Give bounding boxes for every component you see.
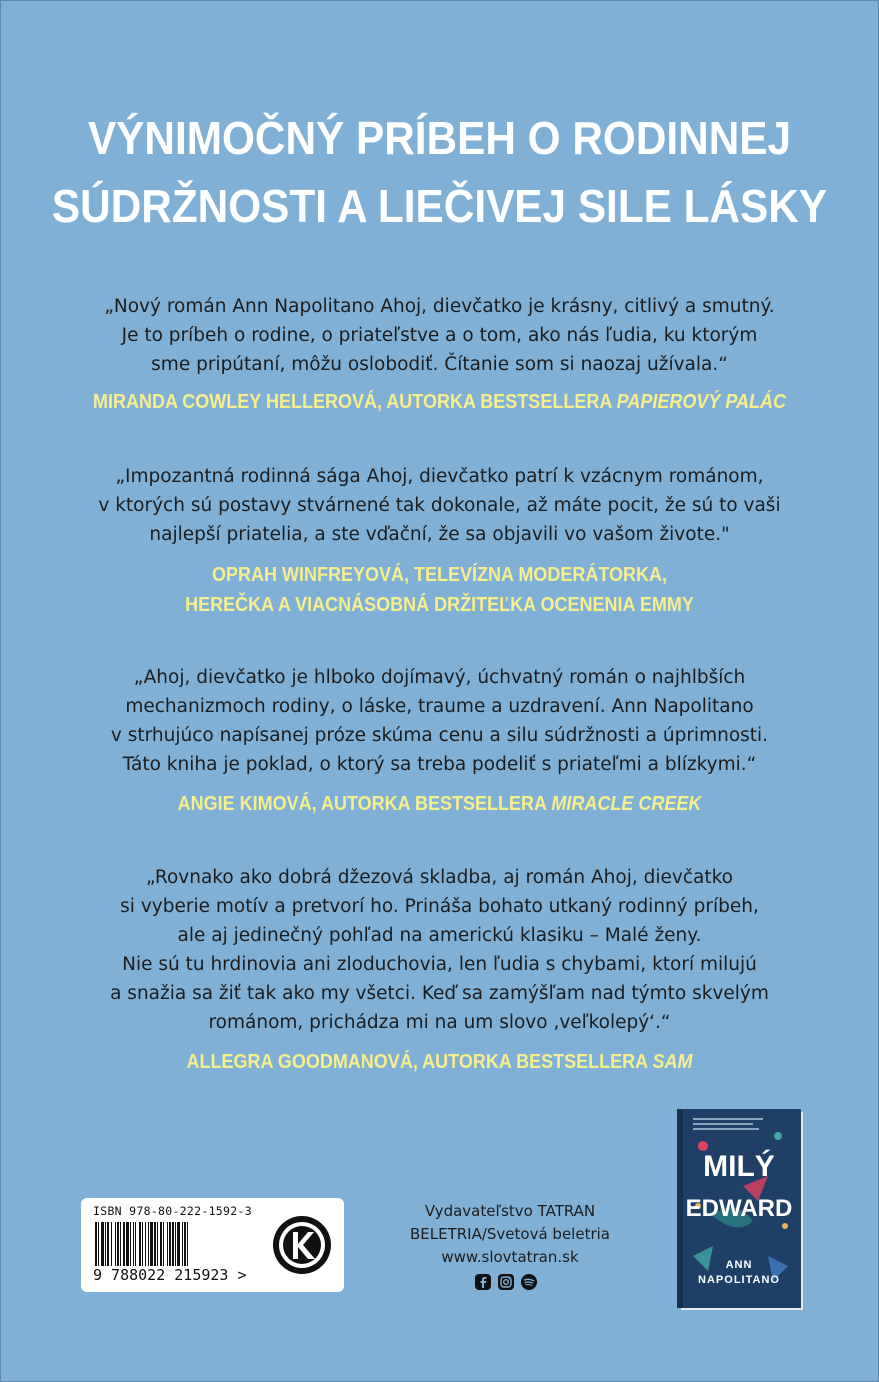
barcode-bar <box>123 1222 125 1266</box>
publisher-info <box>380 1200 640 1269</box>
review-quote-4 <box>60 863 819 1037</box>
quote-line: mechanizmoch rodiny, o láske, traume a uzdravení. Ann Napolitano <box>125 696 754 717</box>
attribution-author: ALLEGRA GOODMANOVÁ, AUTORKA BESTSELLERA <box>186 1051 648 1073</box>
attribution-book-title: MIRACLE CREEK <box>551 793 702 815</box>
book-cover-author-1: ANN <box>725 1259 753 1271</box>
facebook-icon[interactable] <box>474 1273 492 1291</box>
barcode-bar <box>157 1222 158 1266</box>
quote-line: a snažia sa žiť tak ako my všetci. Keď sa zamýšľam nad týmto skvelým <box>110 983 769 1004</box>
review-attribution-3 <box>80 789 799 819</box>
attribution-line: OPRAH WINFREYOVÁ, TELEVÍZNA MODERÁTORKA, <box>211 564 668 586</box>
quote-line: „Rovnako ako dobrá džezová skladba, aj román Ahoj, dievčatko <box>146 867 733 888</box>
headline-line-1: VÝNIMOČNÝ PRÍBEH O RODINNEJ <box>87 112 792 164</box>
ean-digits: 9 788022 215923 > <box>93 1266 247 1284</box>
attribution-line: HEREČKA A VIACNÁSOBNÁ DRŽITEĽKA OCENENIA EMMY <box>185 594 694 616</box>
barcode-bar <box>182 1222 183 1266</box>
barcode-bar <box>115 1222 116 1266</box>
barcode-label <box>81 1198 344 1292</box>
quote-line: sme pripútaní, môžu oslobodiť. Čítanie som si naozaj užívala.“ <box>151 354 728 375</box>
publisher-name: Vydavateľstvo TATRAN <box>424 1202 596 1220</box>
quote-line: románom, prichádza mi na um slovo ‚veľkolepý‘.“ <box>208 1012 671 1033</box>
barcode-bar <box>184 1222 186 1266</box>
publisher-website-link[interactable]: www.slovtatran.sk <box>441 1248 579 1266</box>
barcode-bar <box>105 1222 106 1266</box>
quote-line: „Nový román Ann Napolitano Ahoj, dievčatko je krásny, citlivý a smutný. <box>104 296 775 317</box>
barcode-bar <box>130 1222 131 1266</box>
review-quote-1 <box>60 292 819 379</box>
book-cover-author-2: NAPOLITANO <box>698 1274 780 1286</box>
barcode-bar <box>154 1222 156 1266</box>
barcode-bar <box>175 1222 176 1266</box>
attribution-author: ANGIE KIMOVÁ, AUTORKA BESTSELLERA <box>177 793 547 815</box>
isbn-number: ISBN 978-80-222-1592-3 <box>93 1204 252 1218</box>
barcode-bar <box>167 1222 168 1266</box>
instagram-icon[interactable] <box>497 1273 515 1291</box>
review-quote-3 <box>60 663 819 779</box>
quote-line: si vyberie motív a pretvorí ho. Prináša bohato utkaný rodinný príbeh, <box>120 896 759 917</box>
barcode-bar <box>148 1222 149 1266</box>
review-quote-2 <box>60 462 819 549</box>
quote-line: ale aj jedinečný pohľad na americkú klasiku – Malé ženy. <box>177 925 702 946</box>
barcode-bar <box>133 1222 134 1266</box>
barcode-bar <box>150 1222 153 1266</box>
publisher-logo-icon <box>271 1214 333 1276</box>
quote-line: „Impozantná rodinná sága Ahoj, dievčatko patrí k vzácnym románom, <box>115 466 764 487</box>
barcode-bars <box>95 1222 265 1266</box>
quote-line: Je to príbeh o rodine, o priateľstve a o tom, ako nás ľudia, ku ktorým <box>121 325 758 346</box>
quote-line: v strhujúco napísanej próze skúma cenu a silu súdržnosti a úprimnosti. <box>110 725 769 746</box>
review-attribution-2 <box>80 560 799 620</box>
quote-line: v ktorých sú postavy stvárnené tak dokonale, až máte pocit, že sú to vaši <box>98 495 781 516</box>
attribution-book-title: PAPIEROVÝ PALÁC <box>616 391 787 413</box>
barcode-bar <box>126 1222 129 1266</box>
book-cover-title-1: MILÝ <box>703 1150 775 1183</box>
review-attribution-4 <box>80 1047 799 1077</box>
barcode-bar <box>98 1222 99 1266</box>
headline <box>35 104 844 240</box>
barcode-bar <box>163 1222 164 1266</box>
attribution-book-title: SAM <box>652 1051 693 1073</box>
barcode-bar <box>117 1222 119 1266</box>
barcode-bar <box>135 1222 136 1266</box>
barcode-bar <box>139 1222 141 1266</box>
barcode-bar <box>177 1222 180 1266</box>
publisher-imprint: BELETRIA/Svetová beletria <box>409 1225 610 1243</box>
review-attribution-1 <box>80 387 799 417</box>
book-cover-title-2: EDWARD <box>685 1195 793 1222</box>
quote-line: „Ahoj, dievčatko je hlboko dojímavý, úchvatný román o najhlbších <box>133 667 746 688</box>
barcode-bar <box>187 1222 188 1266</box>
spotify-icon[interactable] <box>520 1273 538 1291</box>
barcode-bar <box>145 1222 146 1266</box>
quote-line: najlepší priatelia, a ste vďační, že sa objavili vo vašom živote." <box>149 524 730 545</box>
barcode-bar <box>142 1222 143 1266</box>
quote-line: Nie sú tu hrdinovia ani zloduchovia, len ľudia s chybami, ktorí milujú <box>122 954 757 975</box>
barcode-bar <box>101 1222 104 1266</box>
headline-line-2: SÚDRŽNOSTI A LIEČIVEJ SILE LÁSKY <box>51 180 828 232</box>
barcode-bar <box>107 1222 109 1266</box>
quote-line: Táto kniha je poklad, o ktorý sa treba podeliť s priateľmi a blízkymi.“ <box>122 754 757 775</box>
social-icons <box>474 1273 538 1291</box>
book-cover-image <box>673 1106 805 1312</box>
barcode-bar <box>111 1222 112 1266</box>
barcode-bar <box>169 1222 171 1266</box>
barcode-bar <box>172 1222 174 1266</box>
attribution-author: MIRANDA COWLEY HELLEROVÁ, AUTORKA BESTSELLERA <box>92 391 612 413</box>
barcode-bar <box>95 1222 97 1266</box>
barcode-bar <box>160 1222 162 1266</box>
barcode-bar <box>120 1222 121 1266</box>
